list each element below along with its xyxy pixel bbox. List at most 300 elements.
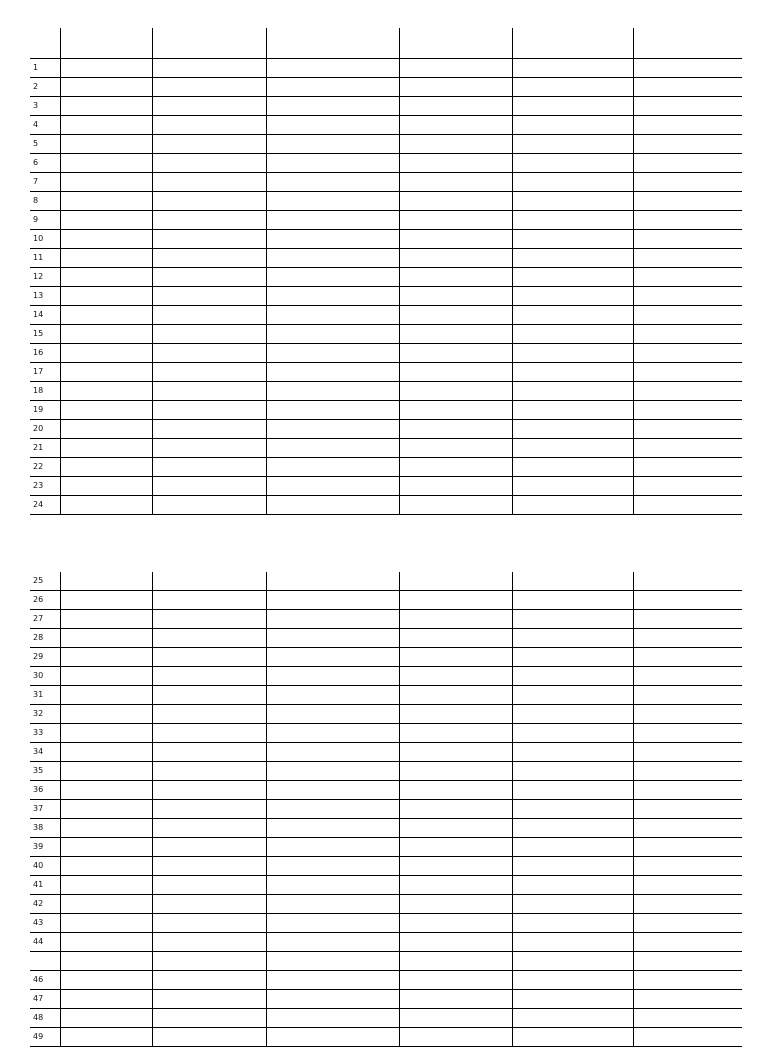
table-row xyxy=(30,819,742,838)
table-cell xyxy=(60,800,152,819)
table-cell xyxy=(266,211,399,230)
table-row xyxy=(30,686,742,705)
table-cell xyxy=(152,705,266,724)
table-cell xyxy=(266,743,399,762)
table-cell xyxy=(512,344,633,363)
candidates-table-1 xyxy=(30,28,742,515)
table-cell xyxy=(152,154,266,173)
table-cell xyxy=(399,268,512,287)
table-cell xyxy=(399,496,512,515)
table-cell xyxy=(633,401,742,420)
row-index: 30 xyxy=(30,667,60,686)
table-cell xyxy=(512,382,633,401)
table-row xyxy=(30,1028,742,1047)
table-cell xyxy=(60,116,152,135)
table-cell xyxy=(399,59,512,78)
table-cell xyxy=(512,819,633,838)
table-cell xyxy=(399,401,512,420)
table-cell xyxy=(399,439,512,458)
table-cell xyxy=(399,762,512,781)
table-cell xyxy=(512,629,633,648)
table-cell xyxy=(152,743,266,762)
table-cell xyxy=(60,306,152,325)
table-cell xyxy=(60,762,152,781)
header-cell-0 xyxy=(30,28,60,59)
table-cell xyxy=(266,173,399,192)
table-row xyxy=(30,230,742,249)
row-index: 21 xyxy=(30,439,60,458)
table-cell xyxy=(399,686,512,705)
table-cell xyxy=(633,724,742,743)
table-cell xyxy=(633,743,742,762)
table-cell xyxy=(60,610,152,629)
header-cell-4 xyxy=(399,28,512,59)
table-cell xyxy=(512,477,633,496)
table-cell xyxy=(152,287,266,306)
table-cell xyxy=(266,572,399,591)
table-cell xyxy=(399,591,512,610)
row-index: 29 xyxy=(30,648,60,667)
row-index: 26 xyxy=(30,591,60,610)
row-index: 17 xyxy=(30,363,60,382)
table-row xyxy=(30,952,742,971)
table-cell xyxy=(152,306,266,325)
table-cell xyxy=(633,116,742,135)
table-cell xyxy=(152,819,266,838)
table-row xyxy=(30,439,742,458)
table-cell xyxy=(633,230,742,249)
table-cell xyxy=(512,648,633,667)
table-cell xyxy=(266,876,399,895)
table-cell xyxy=(512,401,633,420)
table-cell xyxy=(633,173,742,192)
table-cell xyxy=(512,230,633,249)
table-cell xyxy=(60,705,152,724)
table-cell xyxy=(399,838,512,857)
table-cell xyxy=(512,781,633,800)
table-cell xyxy=(60,211,152,230)
table-cell xyxy=(152,971,266,990)
row-index: 48 xyxy=(30,1009,60,1028)
table-cell xyxy=(266,667,399,686)
table-cell xyxy=(512,306,633,325)
row-index: 23 xyxy=(30,477,60,496)
table-cell xyxy=(399,667,512,686)
table-cell xyxy=(60,895,152,914)
table-cell xyxy=(512,914,633,933)
table-cell xyxy=(633,1009,742,1028)
table-cell xyxy=(152,952,266,971)
table-cell xyxy=(633,78,742,97)
table-cell xyxy=(399,97,512,116)
table-cell xyxy=(266,933,399,952)
table-cell xyxy=(399,135,512,154)
table-row xyxy=(30,135,742,154)
row-index: 39 xyxy=(30,838,60,857)
table-cell xyxy=(633,496,742,515)
table-cell xyxy=(633,1028,742,1047)
table-cell xyxy=(266,838,399,857)
row-index: 6 xyxy=(30,154,60,173)
table-cell xyxy=(399,572,512,591)
table-row xyxy=(30,591,742,610)
table-cell xyxy=(266,496,399,515)
table-cell xyxy=(60,629,152,648)
table-cell xyxy=(266,952,399,971)
table-cell xyxy=(60,971,152,990)
table-cell xyxy=(633,344,742,363)
table-cell xyxy=(60,496,152,515)
row-index: 13 xyxy=(30,287,60,306)
table-cell xyxy=(266,686,399,705)
table-row xyxy=(30,667,742,686)
table-cell xyxy=(266,477,399,496)
table-cell xyxy=(633,895,742,914)
row-index: 20 xyxy=(30,420,60,439)
table-cell xyxy=(633,268,742,287)
row-index: 41 xyxy=(30,876,60,895)
table-row xyxy=(30,268,742,287)
table-cell xyxy=(633,325,742,344)
table-cell xyxy=(152,382,266,401)
table-cell xyxy=(266,287,399,306)
table-cell xyxy=(399,78,512,97)
table-cell xyxy=(152,477,266,496)
table-cell xyxy=(633,838,742,857)
table-cell xyxy=(399,610,512,629)
table-cell xyxy=(266,762,399,781)
table-cell xyxy=(60,382,152,401)
row-index: 14 xyxy=(30,306,60,325)
table-cell xyxy=(399,895,512,914)
row-index: 22 xyxy=(30,458,60,477)
table-cell xyxy=(266,325,399,344)
table-cell xyxy=(399,876,512,895)
table-cell xyxy=(152,97,266,116)
table-cell xyxy=(512,971,633,990)
table-cell xyxy=(266,800,399,819)
table-cell xyxy=(512,990,633,1009)
table-cell xyxy=(152,268,266,287)
table-cell xyxy=(152,781,266,800)
table-row xyxy=(30,933,742,952)
table-cell xyxy=(266,971,399,990)
table-row xyxy=(30,97,742,116)
table-cell xyxy=(512,762,633,781)
table-cell xyxy=(633,648,742,667)
row-index: 4 xyxy=(30,116,60,135)
table-cell xyxy=(60,743,152,762)
table-cell xyxy=(152,420,266,439)
table-cell xyxy=(266,59,399,78)
table-cell xyxy=(399,933,512,952)
table-cell xyxy=(633,781,742,800)
table-cell xyxy=(152,876,266,895)
table-cell xyxy=(152,1009,266,1028)
row-index: 11 xyxy=(30,249,60,268)
table-cell xyxy=(512,933,633,952)
table-cell xyxy=(512,325,633,344)
table-cell xyxy=(633,800,742,819)
row-index: 49 xyxy=(30,1028,60,1047)
table-cell xyxy=(512,857,633,876)
table-cell xyxy=(399,249,512,268)
table-cell xyxy=(60,97,152,116)
table-cell xyxy=(633,420,742,439)
table-cell xyxy=(266,819,399,838)
table-cell xyxy=(399,857,512,876)
row-index: 32 xyxy=(30,705,60,724)
table-row xyxy=(30,724,742,743)
table-cell xyxy=(60,420,152,439)
table-cell xyxy=(512,363,633,382)
table-cell xyxy=(60,59,152,78)
table-cell xyxy=(399,116,512,135)
table-cell xyxy=(512,154,633,173)
table-cell xyxy=(152,325,266,344)
table-cell xyxy=(266,857,399,876)
row-index: 8 xyxy=(30,192,60,211)
table-cell xyxy=(60,667,152,686)
table-row xyxy=(30,325,742,344)
row-index: 10 xyxy=(30,230,60,249)
table-cell xyxy=(633,439,742,458)
table-cell xyxy=(399,1028,512,1047)
table-cell xyxy=(152,78,266,97)
table-cell xyxy=(266,648,399,667)
table-cell xyxy=(399,648,512,667)
table-cell xyxy=(60,477,152,496)
table-row xyxy=(30,496,742,515)
table-cell xyxy=(633,59,742,78)
table-cell xyxy=(60,933,152,952)
table-cell xyxy=(60,1009,152,1028)
table-row xyxy=(30,743,742,762)
table-cell xyxy=(152,914,266,933)
table-cell xyxy=(633,458,742,477)
table-cell xyxy=(399,705,512,724)
table-cell xyxy=(399,1009,512,1028)
table-cell xyxy=(266,705,399,724)
table-cell xyxy=(152,249,266,268)
table-cell xyxy=(512,876,633,895)
table-cell xyxy=(633,154,742,173)
row-index xyxy=(30,952,60,971)
table-cell xyxy=(633,876,742,895)
table-cell xyxy=(152,363,266,382)
row-index: 7 xyxy=(30,173,60,192)
table-cell xyxy=(266,914,399,933)
table-cell xyxy=(266,135,399,154)
table-cell xyxy=(152,591,266,610)
table-cell xyxy=(152,135,266,154)
table-cell xyxy=(512,192,633,211)
table-cell xyxy=(60,572,152,591)
table-header-row xyxy=(30,28,742,59)
table-cell xyxy=(152,439,266,458)
table-cell xyxy=(60,268,152,287)
table-row xyxy=(30,344,742,363)
table-cell xyxy=(266,344,399,363)
table-cell xyxy=(512,59,633,78)
table-cell xyxy=(512,800,633,819)
table-cell xyxy=(399,363,512,382)
table-row xyxy=(30,800,742,819)
table-cell xyxy=(633,914,742,933)
table-cell xyxy=(633,629,742,648)
table-cell xyxy=(512,135,633,154)
table-cell xyxy=(512,667,633,686)
table-cell xyxy=(152,895,266,914)
table-row xyxy=(30,1009,742,1028)
table-cell xyxy=(633,667,742,686)
table-cell xyxy=(152,933,266,952)
table-cell xyxy=(633,971,742,990)
table-cell xyxy=(512,458,633,477)
table-cell xyxy=(633,819,742,838)
table-cell xyxy=(399,724,512,743)
table-cell xyxy=(266,78,399,97)
row-index: 12 xyxy=(30,268,60,287)
table-cell xyxy=(512,743,633,762)
table-cell xyxy=(633,686,742,705)
table-cell xyxy=(266,97,399,116)
table-cell xyxy=(633,952,742,971)
row-index: 38 xyxy=(30,819,60,838)
table-cell xyxy=(512,705,633,724)
table-cell xyxy=(512,268,633,287)
table-row xyxy=(30,211,742,230)
table-cell xyxy=(266,116,399,135)
table-cell xyxy=(633,762,742,781)
table-cell xyxy=(60,325,152,344)
table-row xyxy=(30,420,742,439)
table-cell xyxy=(633,591,742,610)
table-block-2 xyxy=(30,572,742,1047)
table-cell xyxy=(152,857,266,876)
table-cell xyxy=(633,135,742,154)
row-index: 1 xyxy=(30,59,60,78)
table-cell xyxy=(60,819,152,838)
row-index: 37 xyxy=(30,800,60,819)
table-cell xyxy=(60,249,152,268)
table-cell xyxy=(399,230,512,249)
table-row xyxy=(30,192,742,211)
table-cell xyxy=(152,838,266,857)
table-cell xyxy=(266,363,399,382)
row-index: 3 xyxy=(30,97,60,116)
table-row xyxy=(30,458,742,477)
table-cell xyxy=(152,990,266,1009)
table-cell xyxy=(399,154,512,173)
table-cell xyxy=(152,686,266,705)
table-cell xyxy=(399,211,512,230)
row-index: 46 xyxy=(30,971,60,990)
table-row xyxy=(30,857,742,876)
table-row xyxy=(30,705,742,724)
table-row xyxy=(30,78,742,97)
table-block-1 xyxy=(30,28,742,515)
table-cell xyxy=(152,458,266,477)
table-row xyxy=(30,838,742,857)
table-cell xyxy=(152,610,266,629)
table-cell xyxy=(266,382,399,401)
table-row xyxy=(30,572,742,591)
table-cell xyxy=(60,192,152,211)
table-row xyxy=(30,648,742,667)
table-cell xyxy=(152,230,266,249)
row-index: 42 xyxy=(30,895,60,914)
table-cell xyxy=(152,192,266,211)
table-row xyxy=(30,363,742,382)
table-cell xyxy=(399,971,512,990)
row-index: 44 xyxy=(30,933,60,952)
table-cell xyxy=(633,97,742,116)
row-index: 24 xyxy=(30,496,60,515)
row-index: 40 xyxy=(30,857,60,876)
table-cell xyxy=(512,439,633,458)
table-cell xyxy=(512,591,633,610)
table-row xyxy=(30,173,742,192)
table-cell xyxy=(60,914,152,933)
table-cell xyxy=(399,629,512,648)
table-cell xyxy=(266,629,399,648)
table-cell xyxy=(266,230,399,249)
row-index: 28 xyxy=(30,629,60,648)
table-row xyxy=(30,401,742,420)
table-cell xyxy=(399,306,512,325)
table-cell xyxy=(60,287,152,306)
row-index: 36 xyxy=(30,781,60,800)
table-cell xyxy=(60,401,152,420)
table-row xyxy=(30,59,742,78)
table-cell xyxy=(399,382,512,401)
table-row xyxy=(30,306,742,325)
table-cell xyxy=(399,990,512,1009)
table-cell xyxy=(60,686,152,705)
table-cell xyxy=(266,895,399,914)
table-cell xyxy=(633,705,742,724)
table-cell xyxy=(60,724,152,743)
table-cell xyxy=(633,610,742,629)
table-cell xyxy=(512,952,633,971)
table-cell xyxy=(60,135,152,154)
table-cell xyxy=(512,1009,633,1028)
table-cell xyxy=(512,287,633,306)
table-cell xyxy=(633,382,742,401)
header-cell-1 xyxy=(60,28,152,59)
table-cell xyxy=(152,724,266,743)
table-cell xyxy=(152,629,266,648)
row-index: 18 xyxy=(30,382,60,401)
table-row xyxy=(30,610,742,629)
table-cell xyxy=(60,78,152,97)
table-cell xyxy=(266,192,399,211)
table-cell xyxy=(152,496,266,515)
table-cell xyxy=(512,1028,633,1047)
table-cell xyxy=(399,287,512,306)
table-cell xyxy=(399,914,512,933)
table-cell xyxy=(266,1028,399,1047)
table-cell xyxy=(512,97,633,116)
table-cell xyxy=(512,496,633,515)
table-cell xyxy=(152,401,266,420)
table-cell xyxy=(399,192,512,211)
table-cell xyxy=(399,325,512,344)
table-cell xyxy=(60,230,152,249)
table-cell xyxy=(152,211,266,230)
table-cell xyxy=(512,173,633,192)
